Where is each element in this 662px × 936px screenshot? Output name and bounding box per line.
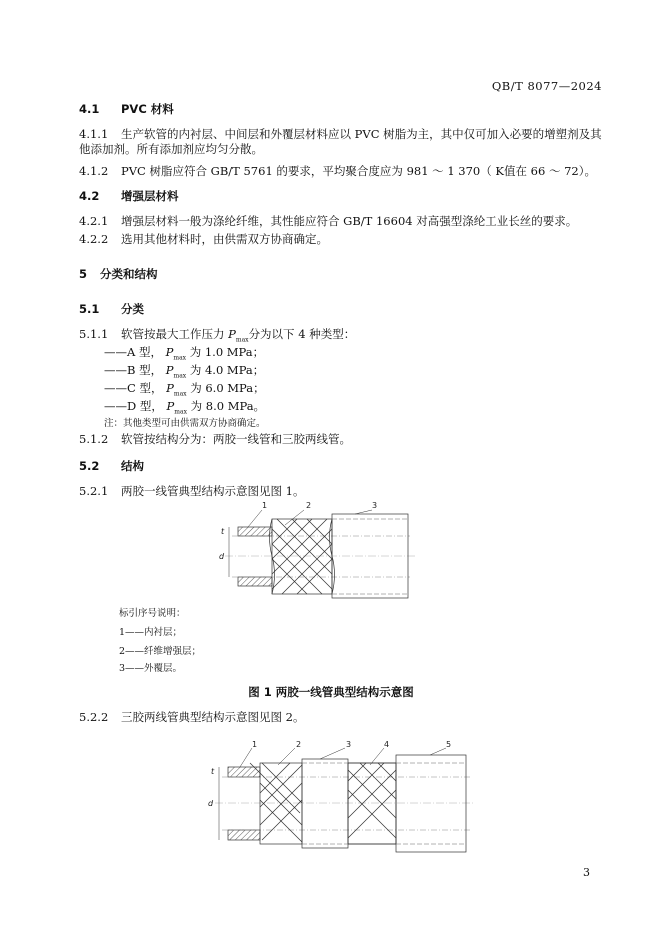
clause-4-2-2: 4.2.2 选用其他材料时，由供需双方协商确定。 bbox=[79, 232, 328, 246]
fig1-callout-1: 1 bbox=[262, 501, 268, 510]
section-5-2-heading: 5.2 结构 bbox=[79, 459, 144, 473]
figure-1-caption: 图 1 两胶一线管典型结构示意图 bbox=[248, 685, 414, 699]
fig2-dim-t: t bbox=[211, 767, 215, 776]
fig1-legend-1: 1——内衬层； bbox=[119, 627, 183, 638]
clause-5-2-1: 5.2.1 两胶一线管典型结构示意图见图 1。 bbox=[79, 484, 305, 498]
clause-5-1-1: 5.1.1 软管按最大工作压力 $P_{max}$分为以下 4 种类型： bbox=[79, 327, 356, 344]
section-5-1-heading: 5.1 分类 bbox=[79, 302, 144, 316]
fig2-callout-1: 1 bbox=[252, 740, 258, 749]
fig1-callout-3: 3 bbox=[372, 501, 378, 510]
section-4-2-heading: 4.2 增强层材料 bbox=[79, 189, 179, 203]
standard-code: QB/T 8077—2024 bbox=[491, 79, 602, 93]
type-b: ——B 型， $P_{max}$ 为 4.0 MPa； bbox=[104, 363, 265, 380]
fig2-callout-5: 5 bbox=[446, 740, 452, 749]
clause-4-1-1: 4.1.1 生产软管的内衬层、中间层和外覆层材料应以 PVC 树脂为主，其中仅可加入必要的增塑剂及其他添加剂。所有添加剂应均匀分散。 bbox=[79, 127, 602, 156]
type-a: ——A 型， $P_{max}$ 为 1.0 MPa； bbox=[104, 345, 265, 362]
section-5-heading: 5 分类和结构 bbox=[79, 267, 158, 281]
fig2-callout-3: 3 bbox=[346, 740, 352, 749]
fig1-dim-d: d bbox=[219, 552, 225, 561]
fig2-callout-2: 2 bbox=[296, 740, 302, 749]
fig2-callout-4: 4 bbox=[384, 740, 390, 749]
type-c: ——C 型， $P_{max}$ 为 6.0 MPa； bbox=[104, 381, 265, 398]
fig1-legend-3: 3——外覆层。 bbox=[119, 663, 183, 674]
clause-4-1-2: 4.1.2 PVC 树脂应符合 GB/T 5761 的要求，平均聚合度应为 981 ～ 1 370（ K值在 66 ～ 72）。 bbox=[79, 164, 596, 178]
clause-5-2-2: 5.2.2 三胶两线管典型结构示意图见图 2。 bbox=[79, 710, 305, 724]
type-note: 注：其他类型可由供需双方协商确定。 bbox=[104, 418, 266, 429]
section-4-1-heading: 4.1 PVC 材料 bbox=[79, 102, 174, 116]
clause-5-1-2: 5.1.2 软管按结构分为：两胶一线管和三胶两线管。 bbox=[79, 432, 351, 446]
type-d: ——D 型， $P_{max}$ 为 8.0 MPa。 bbox=[104, 399, 266, 416]
page-number: 3 bbox=[583, 866, 590, 879]
fig1-callout-2: 2 bbox=[306, 501, 312, 510]
fig1-legend-2: 2——纤维增强层； bbox=[119, 646, 202, 657]
fig1-legend-title: 标引序号说明： bbox=[119, 608, 186, 619]
fig2-dim-d: d bbox=[208, 799, 214, 808]
clause-4-2-1: 4.2.1 增强层材料一般为涤纶纤维，其性能应符合 GB/T 16604 对高强型涤纶工业长丝的要求。 bbox=[79, 214, 578, 228]
fig1-dim-t: t bbox=[221, 527, 225, 536]
